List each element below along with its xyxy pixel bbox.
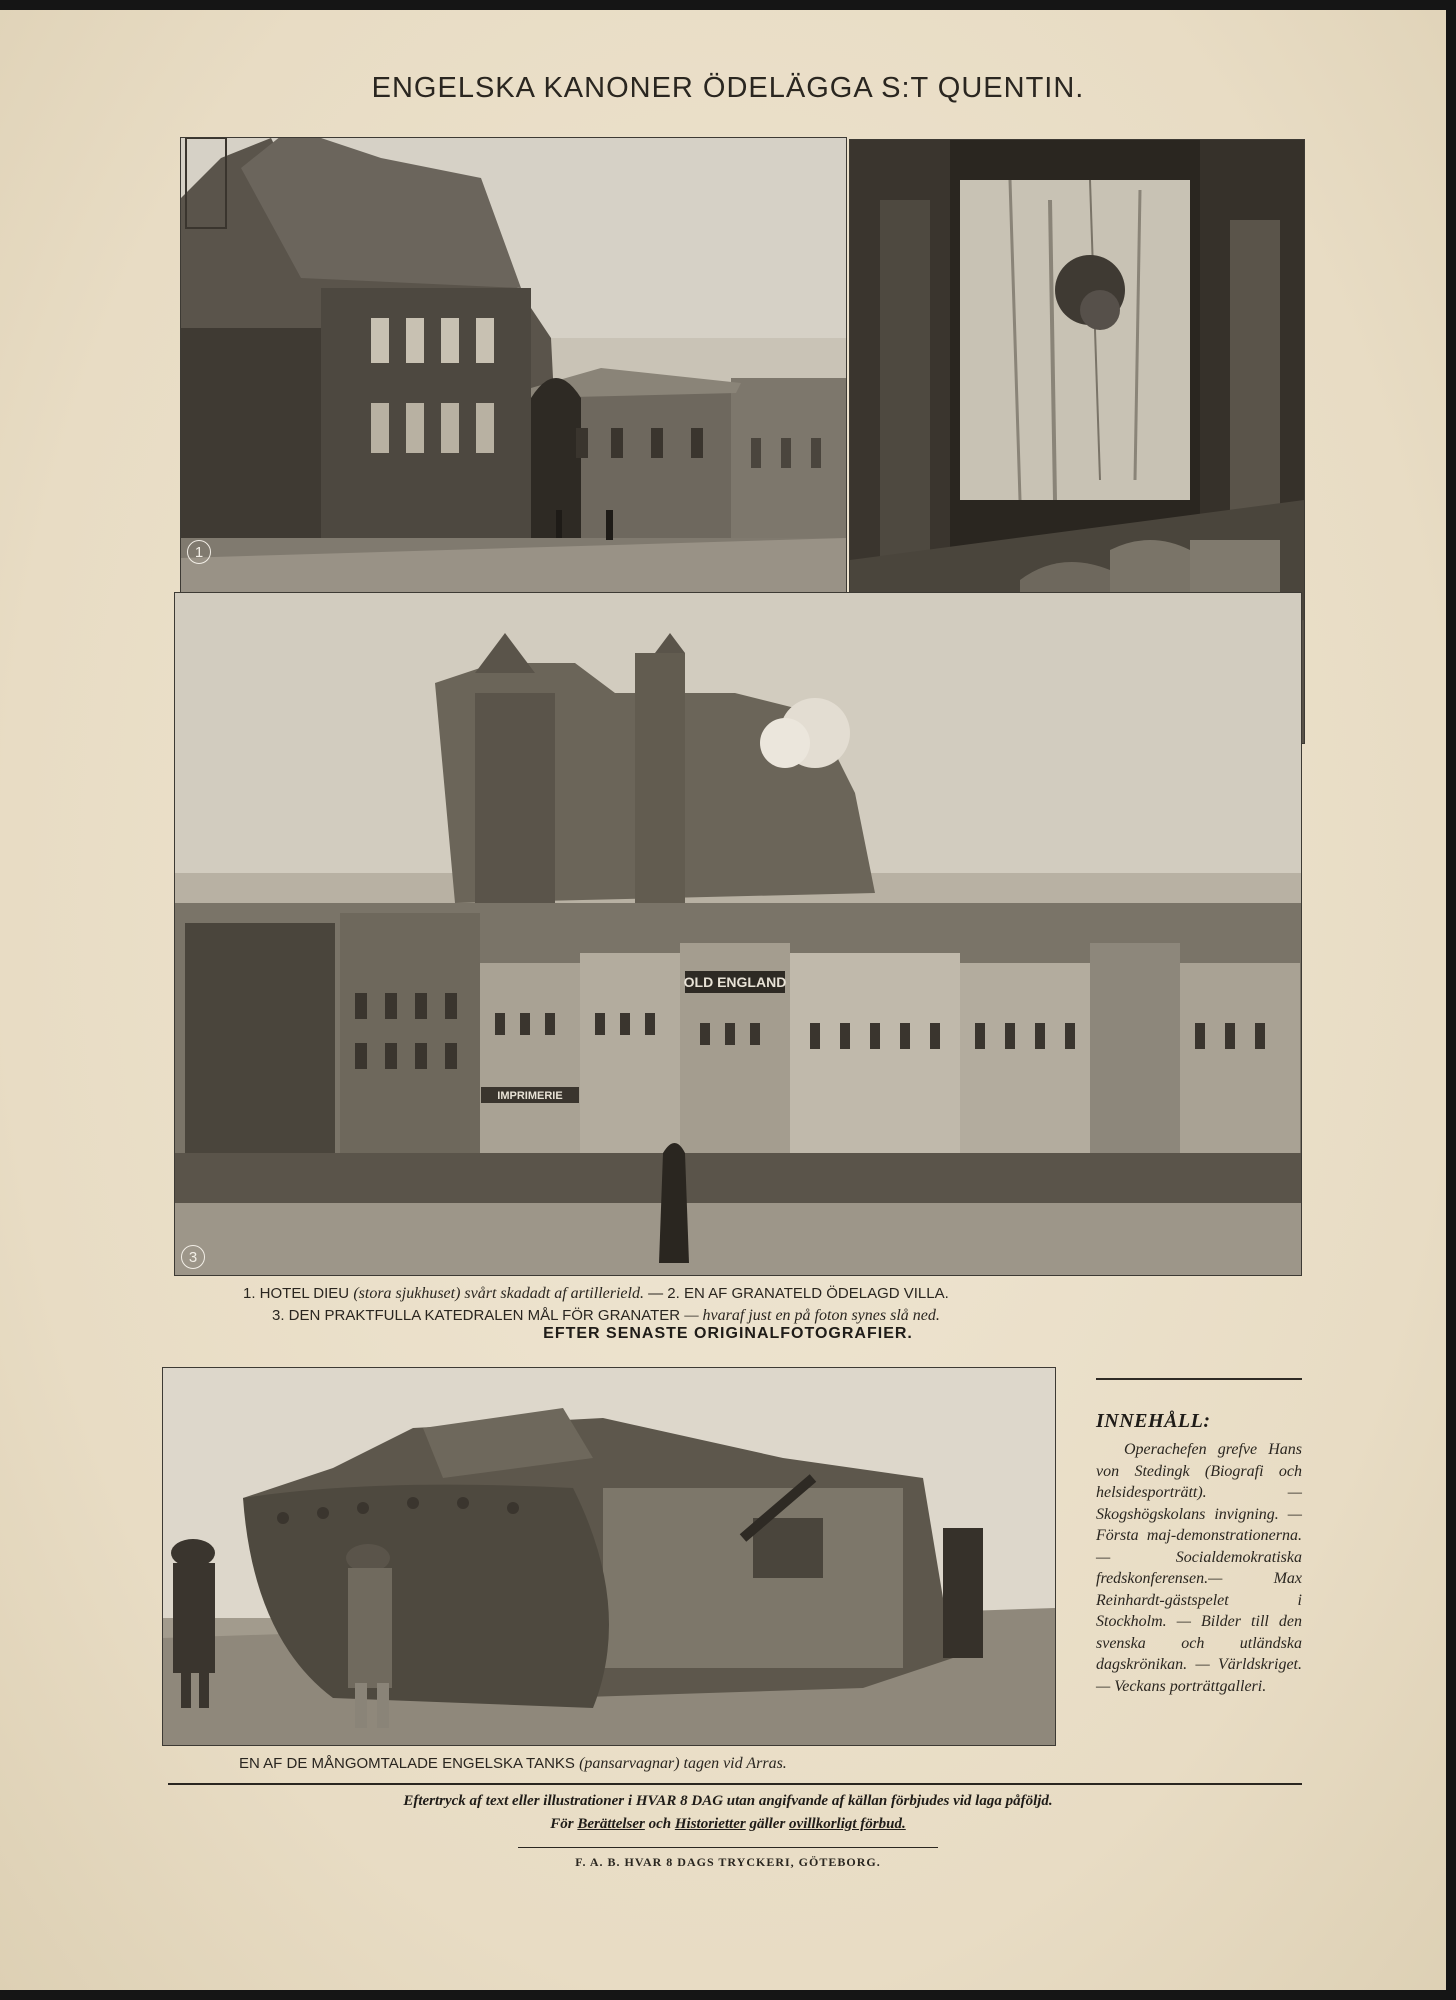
caption-hotel-dieu: 1. HOTEL DIEU — [243, 1285, 350, 1302]
footer-historietter: Historietter — [674, 1816, 746, 1832]
contents-rule — [1096, 1378, 1302, 1380]
footer-prohibition — [0, 1816, 1456, 1833]
footer-copyright: Eftertryck af text eller illustrationer i HVAR 8 DAG utan angifvande af källan förbjudes vid laga påföljd. — [403, 1793, 1053, 1809]
caption-line-1 — [243, 1285, 949, 1303]
hotel-dieu-illustration — [181, 138, 846, 592]
photo-number-1: 1 — [187, 540, 211, 564]
photo-hotel-dieu — [180, 137, 847, 593]
shop-sign-imprimerie: IMPRIMERIE — [497, 1090, 563, 1102]
caption-cathedral-note: — hvaraf just en på foton synes slå ned. — [684, 1307, 940, 1324]
caption-cathedral: 3. DEN PRAKTFULLA KATEDRALEN MÅL FÖR GRANATER — [272, 1307, 681, 1324]
caption-tank-note: (pansarvagnar) tagen vid Arras. — [579, 1755, 787, 1772]
contents-text: Operachefen grefve Hans von Stedingk (Biografi och helsidesporträtt). — Skogshögskolans invigning. — Första maj-demonstrationerna. — Socialdemokratiska fredskonferensen.— Max Reinhardt-gästspelet i Stockholm. — Bilder till den svenska och utländska dagskrönikan. — Världskriget. — Veckans porträttgalleri. — [1096, 1441, 1302, 1695]
tank-illustration — [163, 1368, 1055, 1745]
caption-villa: — 2. EN AF GRANATELD ÖDELAGD VILLA. — [648, 1285, 949, 1302]
photo-tank — [162, 1367, 1056, 1746]
contents-heading: INNEHÅLL: — [1096, 1410, 1211, 1432]
printer-imprint: F. A. B. HVAR 8 DAGS TRYCKERI, GÖTEBORG. — [575, 1855, 881, 1869]
footer-rule-top — [168, 1783, 1302, 1785]
footer-galler: gäller — [749, 1816, 786, 1832]
footer-for: För — [550, 1816, 574, 1832]
page-title: ENGELSKA KANONER ÖDELÄGGA S:T QUENTIN. — [371, 72, 1085, 104]
footer-rule-bottom — [518, 1847, 938, 1848]
caption-hotel-dieu-note: (stora sjukhuset) svårt skadadt af artillerield. — [353, 1285, 644, 1302]
photo-cathedral-square — [174, 592, 1302, 1276]
footer-forbud: ovillkorligt förbud. — [789, 1816, 906, 1832]
footer-och: och — [648, 1816, 672, 1832]
scan-border-right — [1446, 0, 1456, 2000]
caption-line-2 — [272, 1307, 940, 1325]
caption-tank-text: EN AF DE MÅNGOMTALADE ENGELSKA TANKS — [239, 1755, 575, 1772]
caption-tank — [239, 1755, 787, 1773]
contents-box — [1096, 1378, 1302, 1697]
caption-photo-source: EFTER SENASTE ORIGINALFOTOGRAFIER. — [543, 1325, 913, 1342]
footer-berattelser: Berättelser — [577, 1816, 645, 1832]
scan-border-top — [0, 0, 1456, 10]
scan-border-bottom — [0, 1990, 1456, 2000]
photo-number-3: 3 — [181, 1245, 205, 1269]
cathedral-illustration — [175, 593, 1301, 1275]
shop-sign-old-england: OLD ENGLAND — [683, 974, 787, 990]
